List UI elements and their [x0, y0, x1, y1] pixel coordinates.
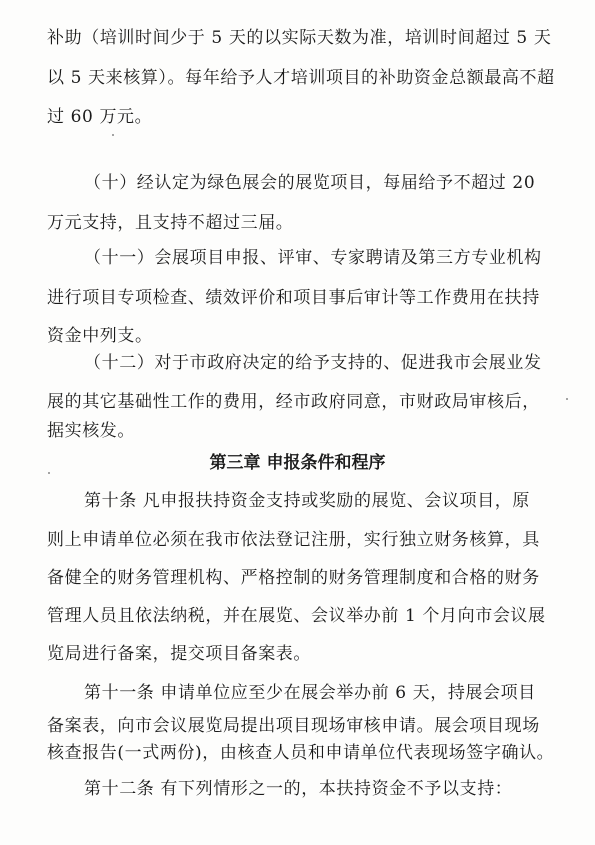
- article-11-start: 第十一条 申请单位应至少在展会举办前 6 天，持展会项目: [84, 683, 536, 703]
- body-text-line: 展的其它基础性工作的费用，经市政府同意，市财政局审核后，: [47, 392, 540, 412]
- body-text-line: 核查报告(一式两份)，由核查人员和申请单位代表现场签字确认。: [47, 743, 555, 763]
- body-text-line: 以 5 天来核算）。每年给予人才培训项目的补助资金总额最高不超: [47, 68, 555, 88]
- article-10-start: 第十条 凡申报扶持资金支持或奖励的展览、会议项目，原: [84, 491, 531, 511]
- body-text-line: 过 60 万元。: [47, 107, 153, 127]
- body-text-line: 万元支持，且支持不超过三届。: [47, 213, 294, 233]
- body-text-line: 管理人员且依法纳税，并在展览、会议举办前 1 个月向市会议展: [47, 606, 546, 626]
- body-text-line: 补助（培训时间少于 5 天的以实际天数为准，培训时间超过 5 天: [47, 28, 552, 48]
- article-12-start: 第十二条 有下列情形之一的，本扶持资金不予以支持：: [84, 779, 513, 799]
- scan-speck: [112, 134, 114, 136]
- body-text-line: 览局进行备案，提交项目备案表。: [47, 644, 311, 664]
- body-text-line: 资金中列支。: [47, 326, 153, 346]
- body-text-line: 进行项目专项检查、绩效评价和项目事后审计等工作费用在扶持: [47, 288, 540, 308]
- body-text-line: 据实核发。: [47, 421, 135, 441]
- body-text-line: 则上申请单位必须在我市依法登记注册，实行独立财务核算，具: [47, 530, 540, 550]
- paragraph-11-start: （十一）会展项目申报、评审、专家聘请及第三方专业机构: [84, 248, 542, 268]
- body-text-line: 备健全的财务管理机构、严格控制的财务管理制度和合格的财务: [47, 568, 540, 588]
- chapter-heading: 第三章 申报条件和程序: [209, 453, 386, 473]
- scan-speck: [566, 398, 568, 400]
- scan-speck: [48, 472, 50, 474]
- paragraph-10-start: （十）经认定为绿色展会的展览项目，每届给予不超过 20: [84, 173, 536, 193]
- body-text-line: 备案表，向市会议展览局提出项目现场审核申请。展会项目现场: [47, 716, 540, 736]
- paragraph-12-start: （十二）对于市政府决定的给予支持的、促进我市会展业发: [84, 353, 542, 373]
